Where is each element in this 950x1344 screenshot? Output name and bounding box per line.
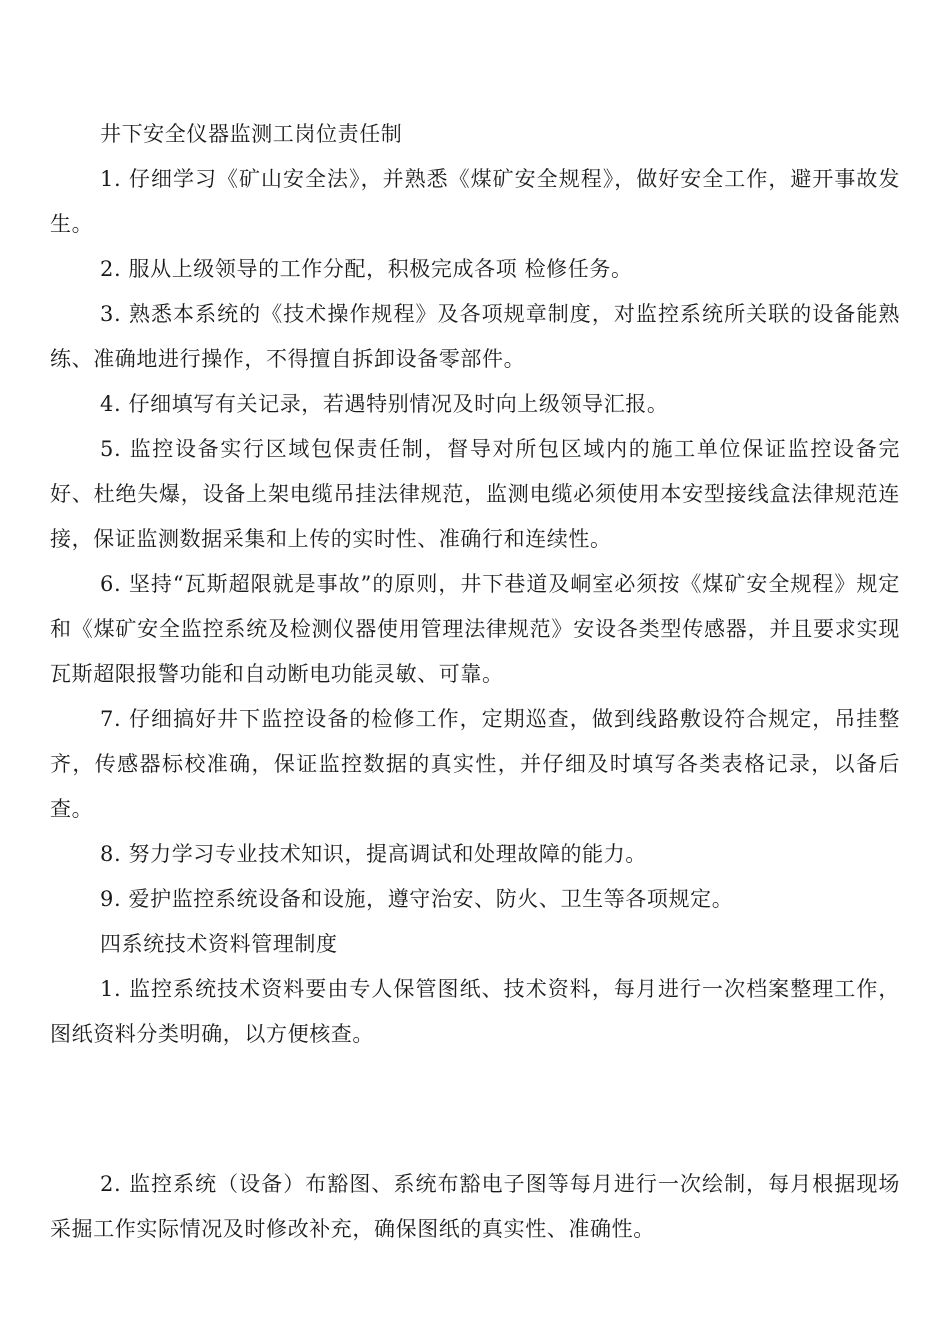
page-gap [50, 1057, 900, 1162]
management-item-1: 1. 监控系统技术资料要由专人保管图纸、技术资料，每月进行一次档案整理工作，图纸资料分类明确，以方便核查。 [50, 977, 900, 1046]
duty-item-2: 2. 服从上级领导的工作分配，积极完成各项 检修任务。 [100, 257, 633, 281]
document-page [50, 112, 900, 1252]
duty-item-7: 7. 仔细搞好井下监控设备的检修工作，定期巡查，做到线路敷设符合规定，吊挂整齐，传感器标校准确，保证监控数据的真实性，并仔细及时填写各类表格记录，以备后查。 [50, 707, 900, 821]
duty-item-6: 6. 坚持“瓦斯超限就是事故”的原则，井下巷道及峒室必须按《煤矿安全规程》规定和《煤矿安全监控系统及检测仪器使用管理法律规范》安设各类型传感器，并且要求实现瓦斯超限报警功能和自动断电功能灵敏、可靠。 [50, 572, 900, 686]
duty-item-3: 3. 熟悉本系统的《技术操作规程》及各项规章制度，对监控系统所关联的设备能熟练、准确地进行操作，不得擅自拆卸设备零部件。 [50, 302, 900, 371]
duty-item-8: 8. 努力学习专业技术知识，提高调试和处理故障的能力。 [100, 842, 647, 866]
duty-item-9: 9. 爱护监控系统设备和设施，遵守治安、防火、卫生等各项规定。 [100, 887, 734, 911]
duty-item-4: 4. 仔细填写有关记录，若遇特别情况及时向上级领导汇报。 [100, 392, 669, 416]
duty-item-1: 1. 仔细学习《矿山安全法》，并熟悉《煤矿安全规程》，做好安全工作，避开事故发生。 [50, 167, 900, 236]
section-heading: 四系统技术资料管理制度 [100, 932, 338, 956]
management-item-2: 2. 监控系统（设备）布豁图、系统布豁电子图等每月进行一次绘制，每月根据现场采掘工作实际情况及时修改补充，确保图纸的真实性、准确性。 [50, 1172, 900, 1241]
duty-item-5: 5. 监控设备实行区域包保责任制，督导对所包区域内的施工单位保证监控设备完好、杜绝失爆，设备上架电缆吊挂法律规范，监测电缆必须使用本安型接线盒法律规范连接，保证监测数据采集和上传的实时性、准确行和连续性。 [50, 437, 900, 551]
document-title: 井下安全仪器监测工岗位责任制 [100, 122, 403, 146]
